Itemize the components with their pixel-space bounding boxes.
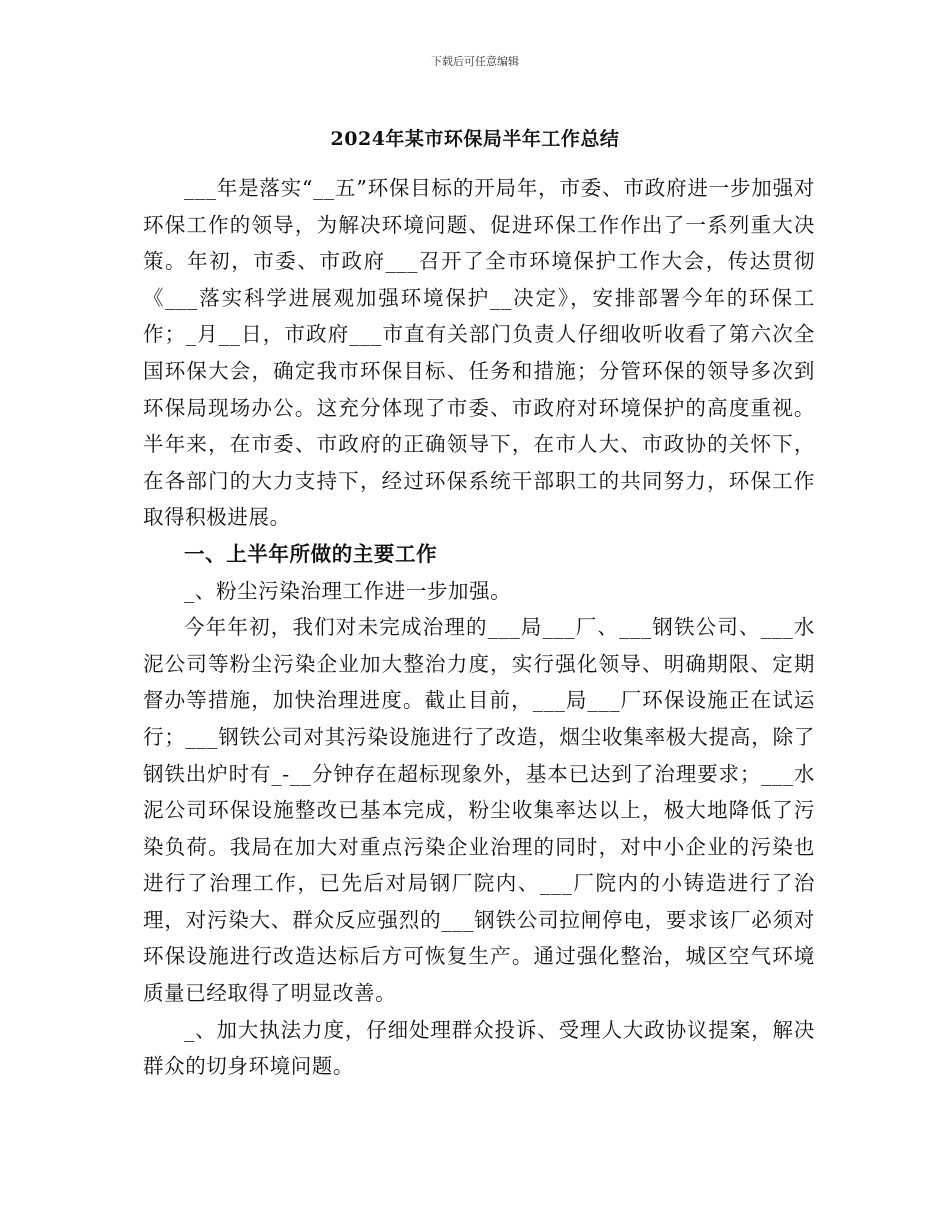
section-heading: 一、上半年所做的主要工作 xyxy=(184,541,438,566)
intro-paragraph: ___年是落实“__五”环保目标的开局年，市委、市政府进一步加强对环保工作的领导，为解决环境问题、促进环保工作作出了一系列重大决策。年初，市委、市政府___召开了全市环境保护工作大会，传达贯彻《___落实科学进展观加强环境保护__决定》，安排部署今年的环保工作；_月__日，市政府___市直有关部门负责人仔细收听收看了第六次全国环保大会，确定我市环保目标、任务和措施；分管环保的领导多次到环保局现场办公。这充分体现了市委、市政府对环境保护的高度重视。半年来，在市委、市政府的正确领导下，在市人大、市政协的关怀下，在各部门的大力支持下，经过环保系统干部职工的共同努力，环保工作取得积极进展。 xyxy=(143,176,815,530)
body-paragraph: 今年年初，我们对未完成治理的___局___厂、___钢铁公司、___水泥公司等粉尘污染企业加大整治力度，实行强化领导、明确期限、定期督办等措施，加快治理进度。截止目前，___局___厂环保设施正在试运行；___钢铁公司对其污染设施进行了改造，烟尘收集率极大提高，除了钢铁出炉时有_-__分钟存在超标现象外，基本已达到了治理要求；___水泥公司环保设施整改已基本完成，粉尘收集率达以上，极大地降低了污染负荷。我局在加大对重点污染企业治理的同时，对中小企业的污染也进行了治理工作，已先后对局钢厂院内、___厂院内的小铸造进行了治理，对污染大、群众反应强烈的___钢铁公司拉闸停电，要求该厂必须对环保设施进行改造达标后方可恢复生产。通过强化整治，城区空气环境质量已经取得了明显改善。 xyxy=(143,615,815,1006)
subsection-heading: _、粉尘污染治理工作进一步加强。 xyxy=(184,578,512,603)
subsection-heading: _、加大执法力度，仔细处理群众投诉、受理人大政协议提案，解决群众的切身环境问题。 xyxy=(143,1017,815,1079)
header-note: 下载后可任意编辑 xyxy=(431,55,519,68)
document-title: 2024年某市环保局半年工作总结 xyxy=(330,128,620,150)
document-body xyxy=(143,170,815,1085)
